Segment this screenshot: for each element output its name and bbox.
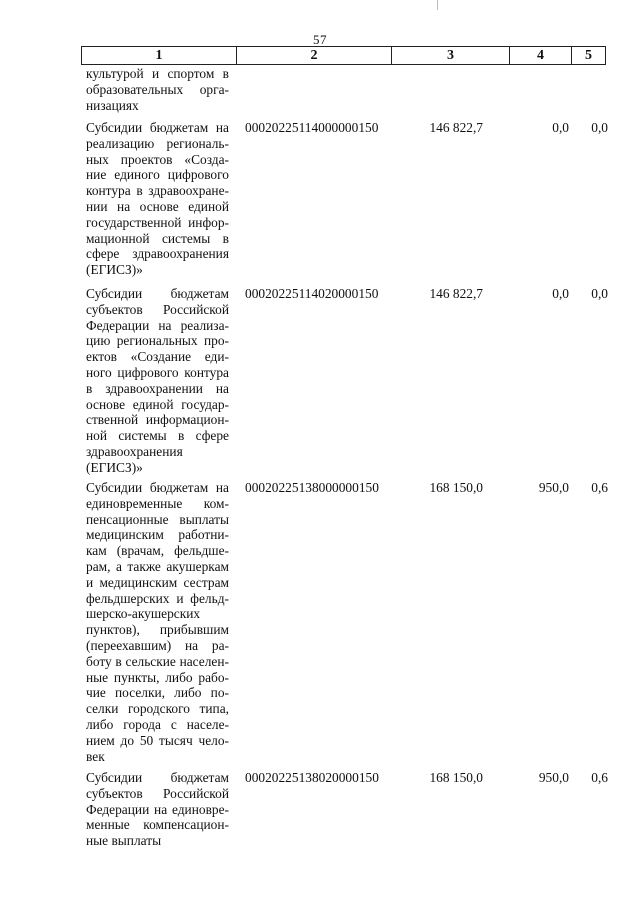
description-line: субъектов Российской (86, 301, 229, 317)
column-header-5: 5 (572, 47, 606, 65)
description-line: боту в сельские населен- (86, 653, 229, 669)
column-3-value: 146 822,7 (429, 120, 483, 135)
column-header-4: 4 (510, 47, 572, 65)
description-line: Субсидии бюджетам (86, 286, 229, 301)
description-line: сфере здравоохранения (86, 246, 229, 262)
description-line: образовательных орга- (86, 81, 229, 97)
description-line: пунктов), прибывшим (86, 622, 229, 638)
column-5-value: 0,0 (591, 286, 608, 301)
description-line: ных проектов «Созда- (86, 151, 229, 167)
description-line: Субсидии бюджетам на (86, 120, 229, 135)
column-header-2: 2 (237, 47, 392, 65)
description-line: ектов «Создание еди- (86, 349, 229, 365)
row-description (86, 480, 229, 764)
description-line: менные компенсацион- (86, 817, 229, 833)
description-line: государственной инфор- (86, 214, 229, 230)
description-line: шерско-акушерских (86, 606, 201, 622)
table-header (81, 46, 606, 65)
description-line: кам (врачам, фельдше- (86, 543, 229, 559)
column-3-value: 168 150,0 (429, 480, 483, 495)
column-3-value: 146 822,7 (429, 286, 483, 301)
scan-mark (437, 0, 438, 10)
description-line: ние единого цифрового (86, 167, 229, 183)
description-line: пенсационные выплаты (86, 511, 229, 527)
description-line: ные выплаты (86, 833, 162, 849)
row-description (86, 770, 229, 849)
budget-code: 00020225114020000150 (245, 286, 379, 301)
budget-code: 00020225138000000150 (245, 480, 379, 495)
description-line: здравоохранения (86, 443, 183, 459)
row-description (86, 286, 229, 476)
description-line: медицинским работни- (86, 527, 229, 543)
row-description (86, 120, 229, 278)
description-line: нием до 50 тысяч чело- (86, 732, 229, 748)
budget-code: 00020225114000000150 (245, 120, 379, 135)
description-line: (ЕГИСЗ)» (86, 262, 143, 278)
column-3-value: 168 150,0 (429, 770, 483, 785)
description-line: и медицинским сестрам (86, 574, 229, 590)
description-line: фельдшерских и фельд- (86, 590, 229, 606)
description-line: мационной системы в (86, 230, 229, 246)
budget-code: 00020225138020000150 (245, 770, 379, 785)
description-line: селки городского типа, (86, 701, 229, 717)
column-4-value: 950,0 (538, 770, 569, 785)
column-header-3: 3 (392, 47, 510, 65)
description-line: субъектов Российской (86, 785, 229, 801)
description-line: в здравоохранении на (86, 380, 229, 396)
column-5-value: 0,6 (591, 770, 608, 785)
description-line: ного цифрового контура (86, 364, 229, 380)
description-line: нии на основе единой (86, 198, 229, 214)
description-line: культурой и спортом в (86, 66, 229, 81)
page-number: 57 (313, 32, 327, 47)
description-line: чие поселки, либо по- (86, 685, 229, 701)
description-line: Федерации на единовре- (86, 801, 229, 817)
column-4-value: 950,0 (538, 480, 569, 495)
description-line: реализацию региональ- (86, 135, 229, 151)
description-line: основе единой государ- (86, 396, 229, 412)
description-line: ной системы в сфере (86, 428, 229, 444)
column-4-value: 0,0 (552, 286, 569, 301)
description-line: ные пункты, либо рабо- (86, 669, 229, 685)
description-line: ственной информацион- (86, 412, 229, 428)
description-line: Федерации на реализа- (86, 317, 229, 333)
description-line: Субсидии бюджетам (86, 770, 229, 785)
description-line: (ЕГИСЗ)» (86, 459, 143, 475)
row-description (86, 66, 229, 113)
description-line: либо города с населе- (86, 716, 229, 732)
description-line: низациях (86, 97, 139, 113)
description-line: (переехавшим) на ра- (86, 637, 229, 653)
column-4-value: 0,0 (552, 120, 569, 135)
column-5-value: 0,6 (591, 480, 608, 495)
column-5-value: 0,0 (591, 120, 608, 135)
description-line: век (86, 748, 105, 764)
description-line: цию региональных про- (86, 333, 229, 349)
description-line: Субсидии бюджетам на (86, 480, 229, 495)
description-line: контура в здравоохране- (86, 183, 229, 199)
column-header-1: 1 (82, 47, 237, 65)
description-line: единовременные ком- (86, 495, 229, 511)
description-line: рам, а также акушеркам (86, 558, 229, 574)
